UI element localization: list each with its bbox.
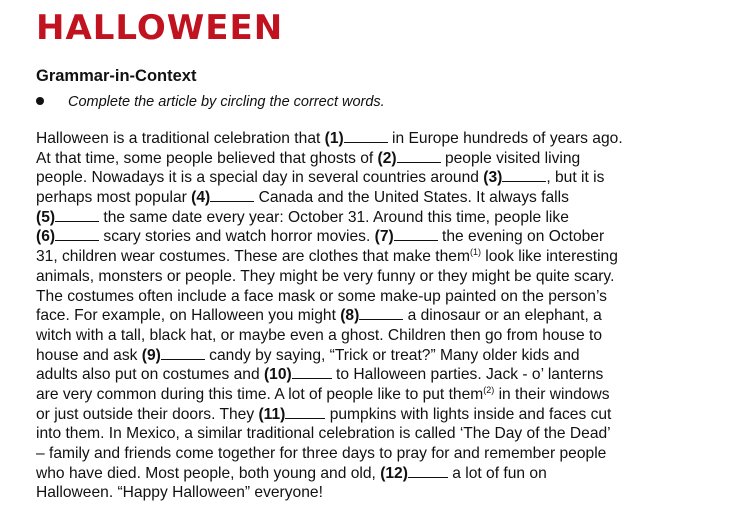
gap-number: (6): [36, 228, 56, 246]
answer-blank[interactable]: [292, 366, 332, 379]
article-line: [36, 129, 726, 149]
article-line: [36, 385, 726, 405]
article-text: a dinosaur or an elephant, a: [403, 307, 602, 325]
gap-number: (2): [377, 149, 397, 167]
page-title: HALLOWEEN: [36, 8, 284, 48]
gap-number: (4): [191, 189, 211, 207]
article-text: to Halloween parties. Jack - o’ lanterns: [331, 366, 604, 384]
article-text: face. For example, on Halloween you might: [36, 307, 341, 325]
article-text: pumpkins with lights inside and faces cut: [325, 405, 612, 423]
gap-number: (3): [483, 169, 503, 187]
gap-number: (11): [258, 405, 286, 423]
gap-number: (1): [324, 130, 344, 147]
article-text: perhaps most popular: [36, 189, 192, 207]
article-body: [36, 129, 726, 503]
article-line: [36, 326, 726, 346]
answer-blank[interactable]: [55, 209, 99, 222]
article-text: The costumes often include a face mask or some make-up painted on the person’s: [36, 287, 607, 305]
gap-number: (7): [374, 228, 394, 246]
article-text: are very common during this time. A lot of people like to put them: [36, 385, 484, 403]
answer-blank[interactable]: [408, 465, 448, 478]
article-text: 31, children wear costumes. These are clothes that make them: [36, 248, 470, 266]
article-line: [36, 188, 726, 208]
answer-blank[interactable]: [161, 347, 205, 360]
answer-blank[interactable]: [394, 228, 438, 241]
article-line: [36, 483, 726, 503]
article-text: in their windows: [494, 385, 610, 403]
article-text: into them. In Mexico, a similar traditional celebration is called ‘The Day of the Dead’: [36, 425, 611, 443]
article-text: look like interesting: [480, 248, 618, 266]
article-text: in Europe hundreds of years ago.: [387, 130, 623, 147]
footnote-marker: (2): [483, 384, 495, 395]
footnote-marker: (1): [469, 246, 481, 257]
article-text: the evening on October: [437, 228, 605, 246]
instruction-text: Complete the article by circling the correct words.: [68, 94, 385, 110]
article-line: [36, 208, 726, 228]
article-line: [36, 149, 726, 169]
gap-number: (10): [263, 366, 292, 384]
article-text: Canada and the United States. It always falls: [254, 189, 569, 207]
article-text: a lot of fun on: [447, 464, 547, 482]
answer-blank[interactable]: [55, 228, 99, 241]
gap-number: (8): [340, 307, 360, 325]
gap-number: (9): [141, 346, 161, 364]
section-subtitle: Grammar-in-Context: [36, 67, 197, 85]
article-text: animals, monsters or people. They might be very funny or they might be quite scary.: [36, 267, 615, 285]
bullet-icon: [36, 97, 44, 105]
instruction-item: [36, 92, 385, 112]
article-text: people visited living: [440, 149, 581, 167]
article-line: [36, 287, 726, 307]
gap-number: (12): [380, 464, 408, 482]
article-line: [36, 444, 726, 464]
article-line: [36, 306, 726, 326]
article-line: [36, 405, 726, 425]
article-text: Halloween. “Happy Halloween” everyone!: [36, 484, 323, 502]
article-line: [36, 267, 726, 287]
article-line: [36, 424, 726, 444]
answer-blank[interactable]: [210, 189, 254, 202]
answer-blank[interactable]: [397, 150, 441, 163]
article-text: people. Nowadays it is a special day in several countries around: [36, 169, 484, 187]
article-text: At that time, some people believed that ghosts of: [36, 149, 378, 167]
article-text: or just outside their doors. They: [36, 405, 259, 423]
article-text: , but it is: [546, 169, 605, 187]
answer-blank[interactable]: [359, 307, 403, 320]
article-text: Halloween is a traditional celebration that: [36, 130, 325, 147]
article-line: [36, 227, 726, 247]
article-text: scary stories and watch horror movies.: [99, 228, 375, 246]
article-line: [36, 346, 726, 366]
article-text: witch with a tall, black hat, or maybe even a ghost. Children then go from house to: [36, 326, 603, 344]
article-text: adults also put on costumes and: [36, 366, 264, 384]
article-text: – family and friends come together for three days to pray for and remember people: [36, 445, 607, 462]
article-text: who have died. Most people, both young and old,: [36, 464, 381, 482]
article-text: candy by saying, “Trick or treat?” Many older kids and: [204, 346, 580, 364]
article-text: the same date every year: October 31. Around this time, people like: [99, 208, 569, 226]
answer-blank[interactable]: [502, 169, 546, 182]
article-line: [36, 365, 726, 385]
answer-blank[interactable]: [285, 406, 325, 419]
article-line: [36, 247, 726, 267]
article-line: [36, 464, 726, 484]
article-line: [36, 168, 726, 188]
article-text: house and ask: [36, 346, 142, 364]
gap-number: (5): [36, 208, 56, 226]
answer-blank[interactable]: [344, 130, 388, 143]
